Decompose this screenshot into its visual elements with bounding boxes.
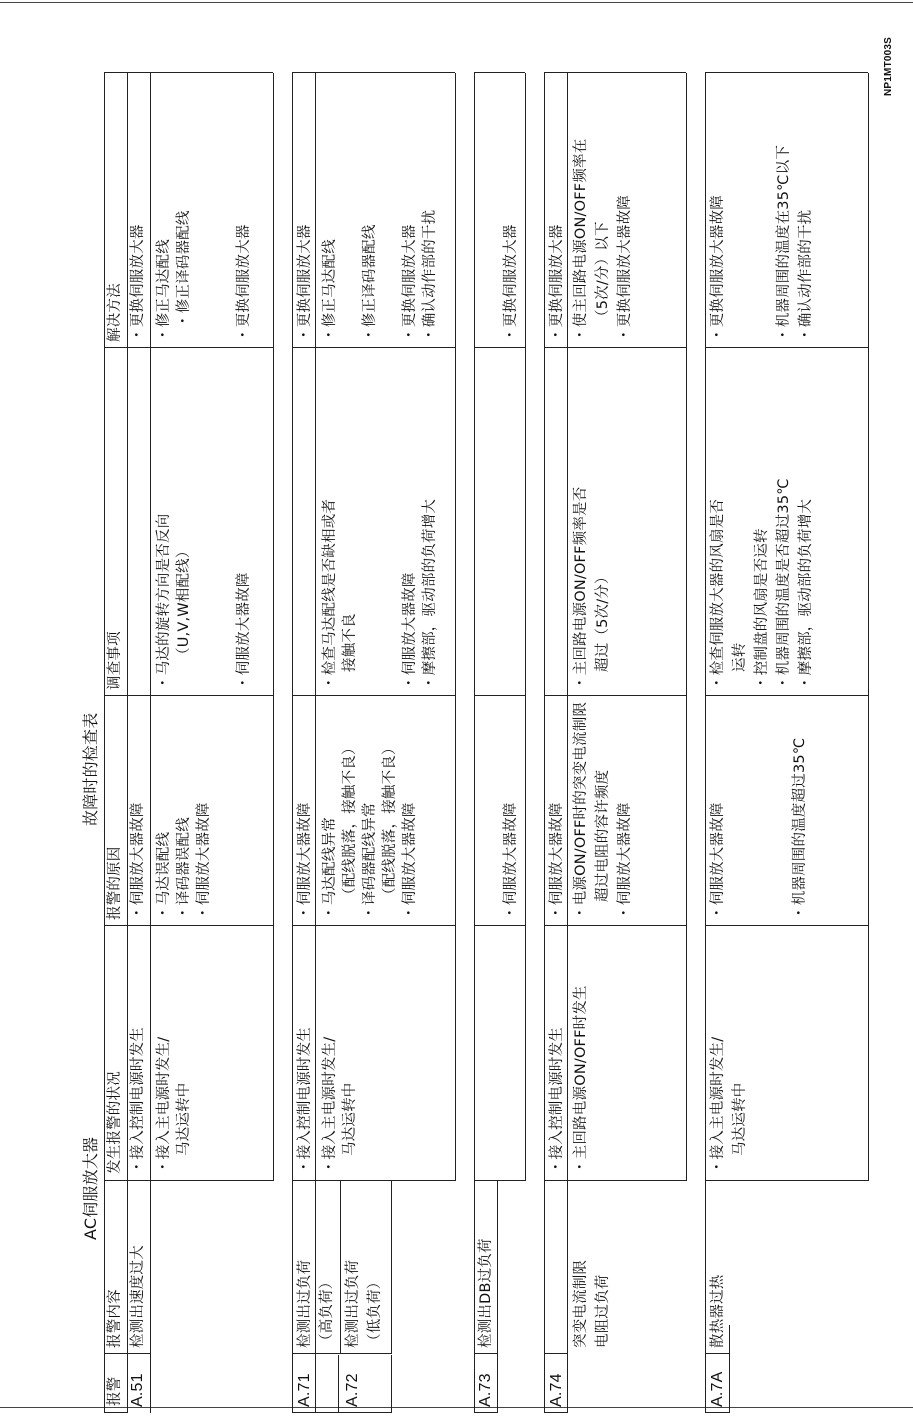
check-line: ・伺服放大器故障 <box>402 572 418 690</box>
a51-right-border <box>127 72 273 73</box>
cause-line: （配线脱落，接触不良） <box>382 740 398 902</box>
solution-line: ・更换伺服放大器 <box>402 224 418 342</box>
header-bottom-border <box>127 73 128 1413</box>
situation-line: 马达运转中 <box>342 1082 358 1156</box>
a71-top-border <box>292 73 293 1413</box>
table-title: 故障时的检查表 <box>81 712 100 826</box>
a73-left-bottom <box>497 1180 498 1413</box>
header-content: 报警内容 <box>107 1289 123 1348</box>
a71-right-border <box>292 72 455 73</box>
cause-line: ・译码器配线异常 <box>362 802 378 920</box>
a71-divider <box>292 347 455 348</box>
header-alarm: 报警 <box>107 1376 123 1406</box>
solution-line: ・修正马达配线 <box>156 239 172 342</box>
cause-line: ・译码器误配线 <box>176 817 192 920</box>
cause-line: ・伺服放大器故障 <box>402 802 418 920</box>
cause-line: ・伺服放大器故障 <box>549 802 565 920</box>
header-check: 调查事项 <box>107 631 123 690</box>
side-code: NP1MT003S <box>883 36 894 96</box>
a51-divider <box>127 925 273 926</box>
check-line: 超过（5次/分） <box>595 569 611 672</box>
a74-divider <box>544 347 686 348</box>
alarm-content: 散热器过热 <box>710 1274 726 1348</box>
a7a-left-bottom <box>729 1325 730 1413</box>
alarm-content: 突变电流制限 <box>573 1259 589 1348</box>
situation-line: ・接入控制电源时发生 <box>297 1027 313 1174</box>
alarm-code: A.7A <box>709 1371 726 1407</box>
a71-divider <box>292 1180 455 1181</box>
alarm-content: 检测出过负荷 <box>345 1259 361 1348</box>
alarm-code: A.72 <box>344 1373 361 1407</box>
a74-divider <box>544 695 686 696</box>
check-line: ・摩擦部，驱动部的负荷增大 <box>422 498 438 690</box>
alarm-content: （高负荷） <box>319 1274 335 1348</box>
cause-line: 超过电阻的容许频度 <box>595 769 611 902</box>
situation-line: ・主回路电源ON/OFF时发生 <box>573 985 589 1174</box>
check-line: ・摩擦部，驱动部的负荷增大 <box>798 498 814 690</box>
a51-divider <box>127 347 273 348</box>
cause-line: ・马达误配线 <box>156 831 172 920</box>
a72-code-bottom <box>391 1355 392 1413</box>
a71-divider <box>292 695 455 696</box>
a72-content-divider <box>340 1181 341 1354</box>
a74-code-bottom <box>567 1354 568 1413</box>
a7a-divider <box>705 347 868 348</box>
a7a-right-border <box>705 72 868 73</box>
a71-divider <box>292 925 455 926</box>
solution-line: ・更换伺服放大器 <box>297 224 313 342</box>
a73-left-border <box>474 1412 497 1413</box>
alarm-content: （低负荷） <box>367 1274 383 1348</box>
a73-divider <box>474 1180 525 1181</box>
situation-line: ・接入控制电源时发生 <box>130 1027 146 1174</box>
solution-line: ・修正马达配线 <box>322 239 338 342</box>
alarm-code: A.73 <box>477 1373 494 1407</box>
solution-line: ・更换伺服放大器 <box>130 224 146 342</box>
solution-line: ・修正译码器配线 <box>362 224 378 342</box>
a7a-divider <box>705 695 868 696</box>
a74-divider <box>544 925 686 926</box>
situation-line: 马达运转中 <box>176 1082 192 1156</box>
cause-line: （配线脱落，接触不良） <box>342 740 358 902</box>
solution-line: ・修正译码器配线 <box>176 210 192 328</box>
a73-right-border <box>474 72 525 73</box>
a71-row-divider <box>315 73 316 1413</box>
a74-left-border <box>544 1412 567 1413</box>
a7a-left-border <box>705 1412 729 1413</box>
section-title: AC伺服放大器 <box>81 1136 100 1240</box>
header-top-border <box>104 73 105 1413</box>
check-line: （U,V,W相配线） <box>176 543 192 662</box>
alarm-content: 电阻过负荷 <box>595 1274 611 1348</box>
check-line: 接触不良 <box>342 613 358 672</box>
solution-line: ・更换伺服放大器 <box>549 224 565 342</box>
cause-line: ・马达配线异常 <box>322 817 338 920</box>
alarm-code: A.74 <box>548 1373 565 1407</box>
header-solution: 解决方法 <box>107 283 123 342</box>
header-divider <box>104 347 128 348</box>
a74-top-border <box>544 73 545 1413</box>
cause-line: ・伺服放大器故障 <box>710 802 726 920</box>
check-line: ・检查马达配线是否缺相或者 <box>322 498 338 690</box>
check-line: 运转 <box>732 642 748 672</box>
header-situation: 发生报警的状况 <box>107 1071 123 1174</box>
cause-line: ・伺服放大器故障 <box>196 802 212 920</box>
alarm-content: 检测出过负荷 <box>297 1259 313 1348</box>
situation-line: ・接入主电源时发生/ <box>710 1036 726 1174</box>
cause-line: ・电源ON/OFF时的突变电流制限 <box>573 701 589 920</box>
alarm-code: A.51 <box>129 1373 146 1407</box>
solution-line: ・使主回路电源ON/OFF频率在 <box>573 138 589 342</box>
check-line: ・控制盘的风扇是否运转 <box>754 528 770 690</box>
a73-divider <box>474 1353 497 1354</box>
cause-line: ・伺服放大器故障 <box>617 802 633 920</box>
a71-left-border <box>292 1412 391 1413</box>
header-cause: 报警的原因 <box>107 846 123 920</box>
solution-line: ・更换伺服放大器故障 <box>617 195 633 342</box>
a74-right-border <box>544 72 686 73</box>
a71-divider <box>292 1353 391 1354</box>
solution-line: （5次/分）以下 <box>595 221 611 324</box>
a7a-divider <box>705 1353 729 1354</box>
a7a-divider <box>705 1180 868 1181</box>
a51-divider <box>127 695 273 696</box>
check-line: ・主回路电源ON/OFF频率是否 <box>573 486 589 690</box>
a73-divider <box>474 695 525 696</box>
solution-line: ・确认动作部的干扰 <box>798 209 814 342</box>
situation-line: ・接入主电源时发生/ <box>156 1036 172 1174</box>
a51-divider <box>127 1180 273 1181</box>
a7a-top-border <box>705 73 706 1413</box>
check-line: ・检查伺服放大器的风扇是否 <box>710 498 726 690</box>
cause-line: ・伺服放大器故障 <box>503 802 519 920</box>
alarm-code: A.71 <box>296 1373 313 1407</box>
a74-divider <box>544 1353 567 1354</box>
a74-divider <box>544 1180 686 1181</box>
cause-line: ・伺服放大器故障 <box>130 802 146 920</box>
a74-row-divider <box>567 73 568 1354</box>
a51-bottom-border <box>273 73 274 1181</box>
a73-top-border <box>474 73 475 1413</box>
header-divider <box>104 1353 128 1354</box>
a72-content-bottom <box>391 1181 392 1354</box>
cause-line: ・伺服放大器故障 <box>297 802 313 920</box>
solution-line: ・更换伺服放大器 <box>236 224 252 342</box>
situation-line: ・接入主电源时发生/ <box>322 1036 338 1174</box>
situation-line: ・接入控制电源时发生 <box>549 1027 565 1174</box>
a7a-bottom-border <box>868 73 869 1181</box>
a73-divider <box>474 925 525 926</box>
a51-divider <box>127 1353 150 1354</box>
situation-line: 马达运转中 <box>732 1082 748 1156</box>
check-line: ・马达的旋转方向是否反向 <box>156 513 172 690</box>
alarm-content: 检测出速度过大 <box>130 1245 146 1348</box>
header-divider <box>104 1180 128 1181</box>
alarm-content: 检测出DB过负荷 <box>478 1238 494 1348</box>
a51-row-divider <box>150 73 151 1413</box>
solution-line: ・更换伺服放大器故障 <box>710 195 726 342</box>
header-divider <box>104 925 128 926</box>
a7a-divider <box>705 925 868 926</box>
solution-line: ・更换伺服放大器 <box>503 224 519 342</box>
solution-line: ・机器周围的温度在35℃以下 <box>776 144 792 342</box>
a73-divider <box>474 347 525 348</box>
cause-line: ・机器周围的温度超过35℃ <box>792 737 808 920</box>
check-line: ・机器周围的温度是否超过35℃ <box>776 478 792 690</box>
header-divider <box>104 695 128 696</box>
check-line: ・伺服放大器故障 <box>236 572 252 690</box>
solution-line: ・确认动作部的干扰 <box>422 209 438 342</box>
a74-bottom-border <box>686 73 687 1181</box>
a72-code-divider <box>338 1355 339 1413</box>
header-left-border <box>104 1412 128 1413</box>
a73-bottom-border <box>525 73 526 1181</box>
header-right-border <box>104 72 128 73</box>
a71-bottom-border <box>455 73 456 1181</box>
